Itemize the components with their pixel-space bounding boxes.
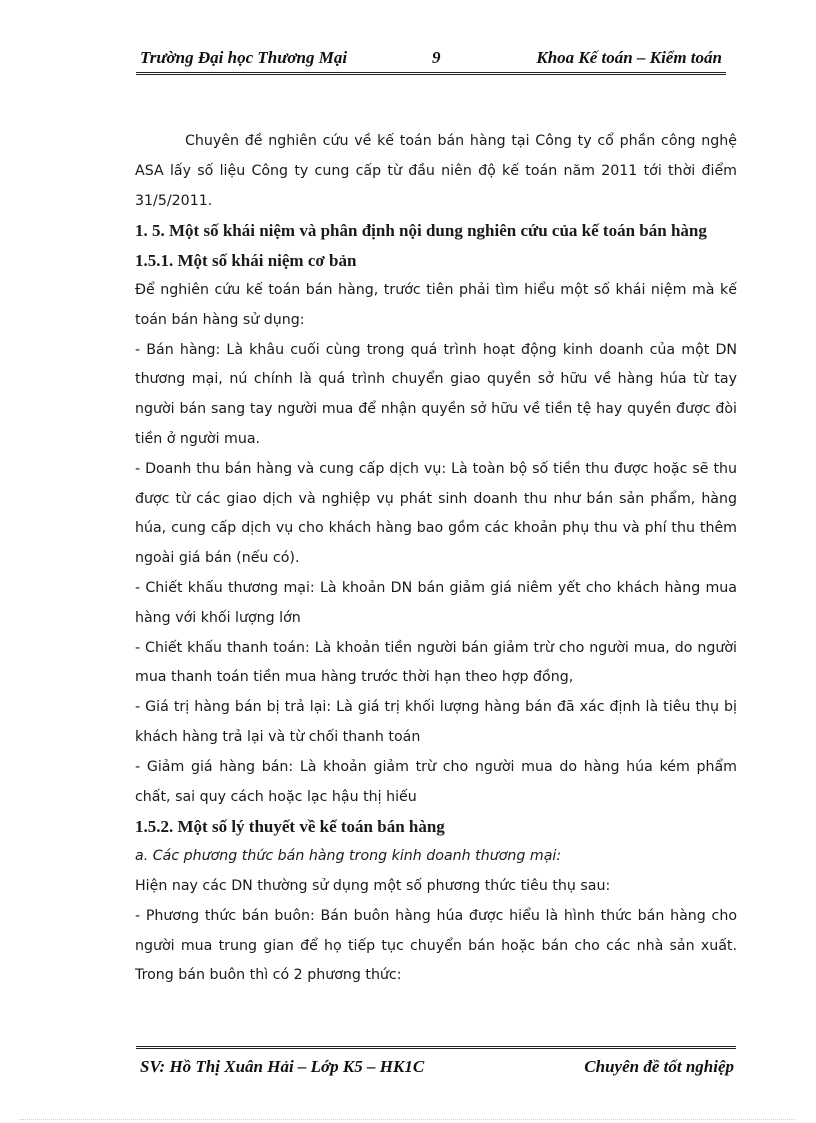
heading-1-5-2: 1.5.2. Một số lý thuyết về kế toán bán hàng xyxy=(135,817,445,837)
paragraph-chiet-khau-thuong-mai: - Chiết khấu thương mại: Là khoản DN bán giảm giá niêm yết cho khách hàng mua hàng với khối lượng lớn xyxy=(135,579,737,626)
paragraph-ban-buon: - Phương thức bán buôn: Bán buôn hàng húa được hiểu là hình thức bán hàng cho người mua trung gian để họ tiếp tục chuyển bán hoặc bán cho các nhà sản xuất. Trong bán buôn thì có 2 phương thức: xyxy=(135,907,737,984)
heading-1-5-1: 1.5.1. Một số khái niệm cơ bản xyxy=(135,251,357,271)
page-bottom-divider xyxy=(20,1119,796,1120)
paragraph-tra-lai: - Giá trị hàng bán bị trả lại: Là giá trị khối lượng hàng bán đã xác định là tiêu thụ bị khách hàng trả lại và từ chối thanh toán xyxy=(135,699,737,745)
paragraph-hien-nay: Hiện nay các DN thường sử dụng một số phương thức tiêu thụ sau: xyxy=(135,877,611,894)
footer-title: Chuyên đề tốt nghiệp xyxy=(584,1057,734,1076)
paragraph-chiet-khau-thanh-toan: - Chiết khấu thanh toán: Là khoản tiền người bán giảm trừ cho người mua, do người mua thanh toán tiền mua hàng trước thời hạn theo hợp đồng, xyxy=(135,639,737,686)
paragraph-doanh-thu: - Doanh thu bán hàng và cung cấp dịch vụ: Là toàn bộ số tiền thu được hoặc sẽ thu được từ các giao dịch và nghiệp vụ phát sinh doanh thu như bán sản phẩm, hàng húa, cung cấp dịch vụ cho khách hàng bao gồm các khoản phụ thu và phí thu thêm ngoài giá bán (nếu có). xyxy=(135,460,737,567)
paragraph-intro: Chuyên đề nghiên cứu về kế toán bán hàng tại Công ty cổ phần công nghệ ASA lấy số liệu Công ty cung cấp từ đầu niên độ kế toán năm 2011 tới thời điểm 31/5/2011. xyxy=(135,133,737,209)
footer-student: SV: Hồ Thị Xuân Hải – Lớp K5 – HK1C xyxy=(140,1057,425,1076)
page-header xyxy=(136,44,726,75)
page-footer xyxy=(136,1046,736,1079)
header-page-number: 9 xyxy=(432,48,441,67)
paragraph-concepts: Để nghiên cứu kế toán bán hàng, trước tiên phải tìm hiểu một số khái niệm mà kế toán bán hàng sử dụng: xyxy=(135,281,737,328)
document-body xyxy=(135,127,737,991)
subheading-a: a. Các phương thức bán hàng trong kinh doanh thương mại: xyxy=(135,848,562,865)
header-school: Trường Đại học Thương Mại xyxy=(140,48,348,67)
paragraph-ban-hang: - Bán hàng: Là khâu cuối cùng trong quá trình hoạt động kinh doanh của một DN thương mại, nú chính là quá trình chuyển giao quyền sở hữu về hàng húa từ tay người bán sang tay người mua để nhận quyền sở hữu về tiền tệ hay quyền được đòi tiền ở người mua. xyxy=(135,341,737,447)
paragraph-giam-gia: - Giảm giá hàng bán: Là khoản giảm trừ cho người mua do hàng húa kém phẩm chất, sai quy cách hoặc lạc hậu thị hiếu xyxy=(135,758,737,805)
heading-1-5: 1. 5. Một số khái niệm và phân định nội dung nghiên cứu của kế toán bán hàng xyxy=(135,221,707,241)
header-faculty: Khoa Kế toán – Kiểm toán xyxy=(536,48,722,67)
